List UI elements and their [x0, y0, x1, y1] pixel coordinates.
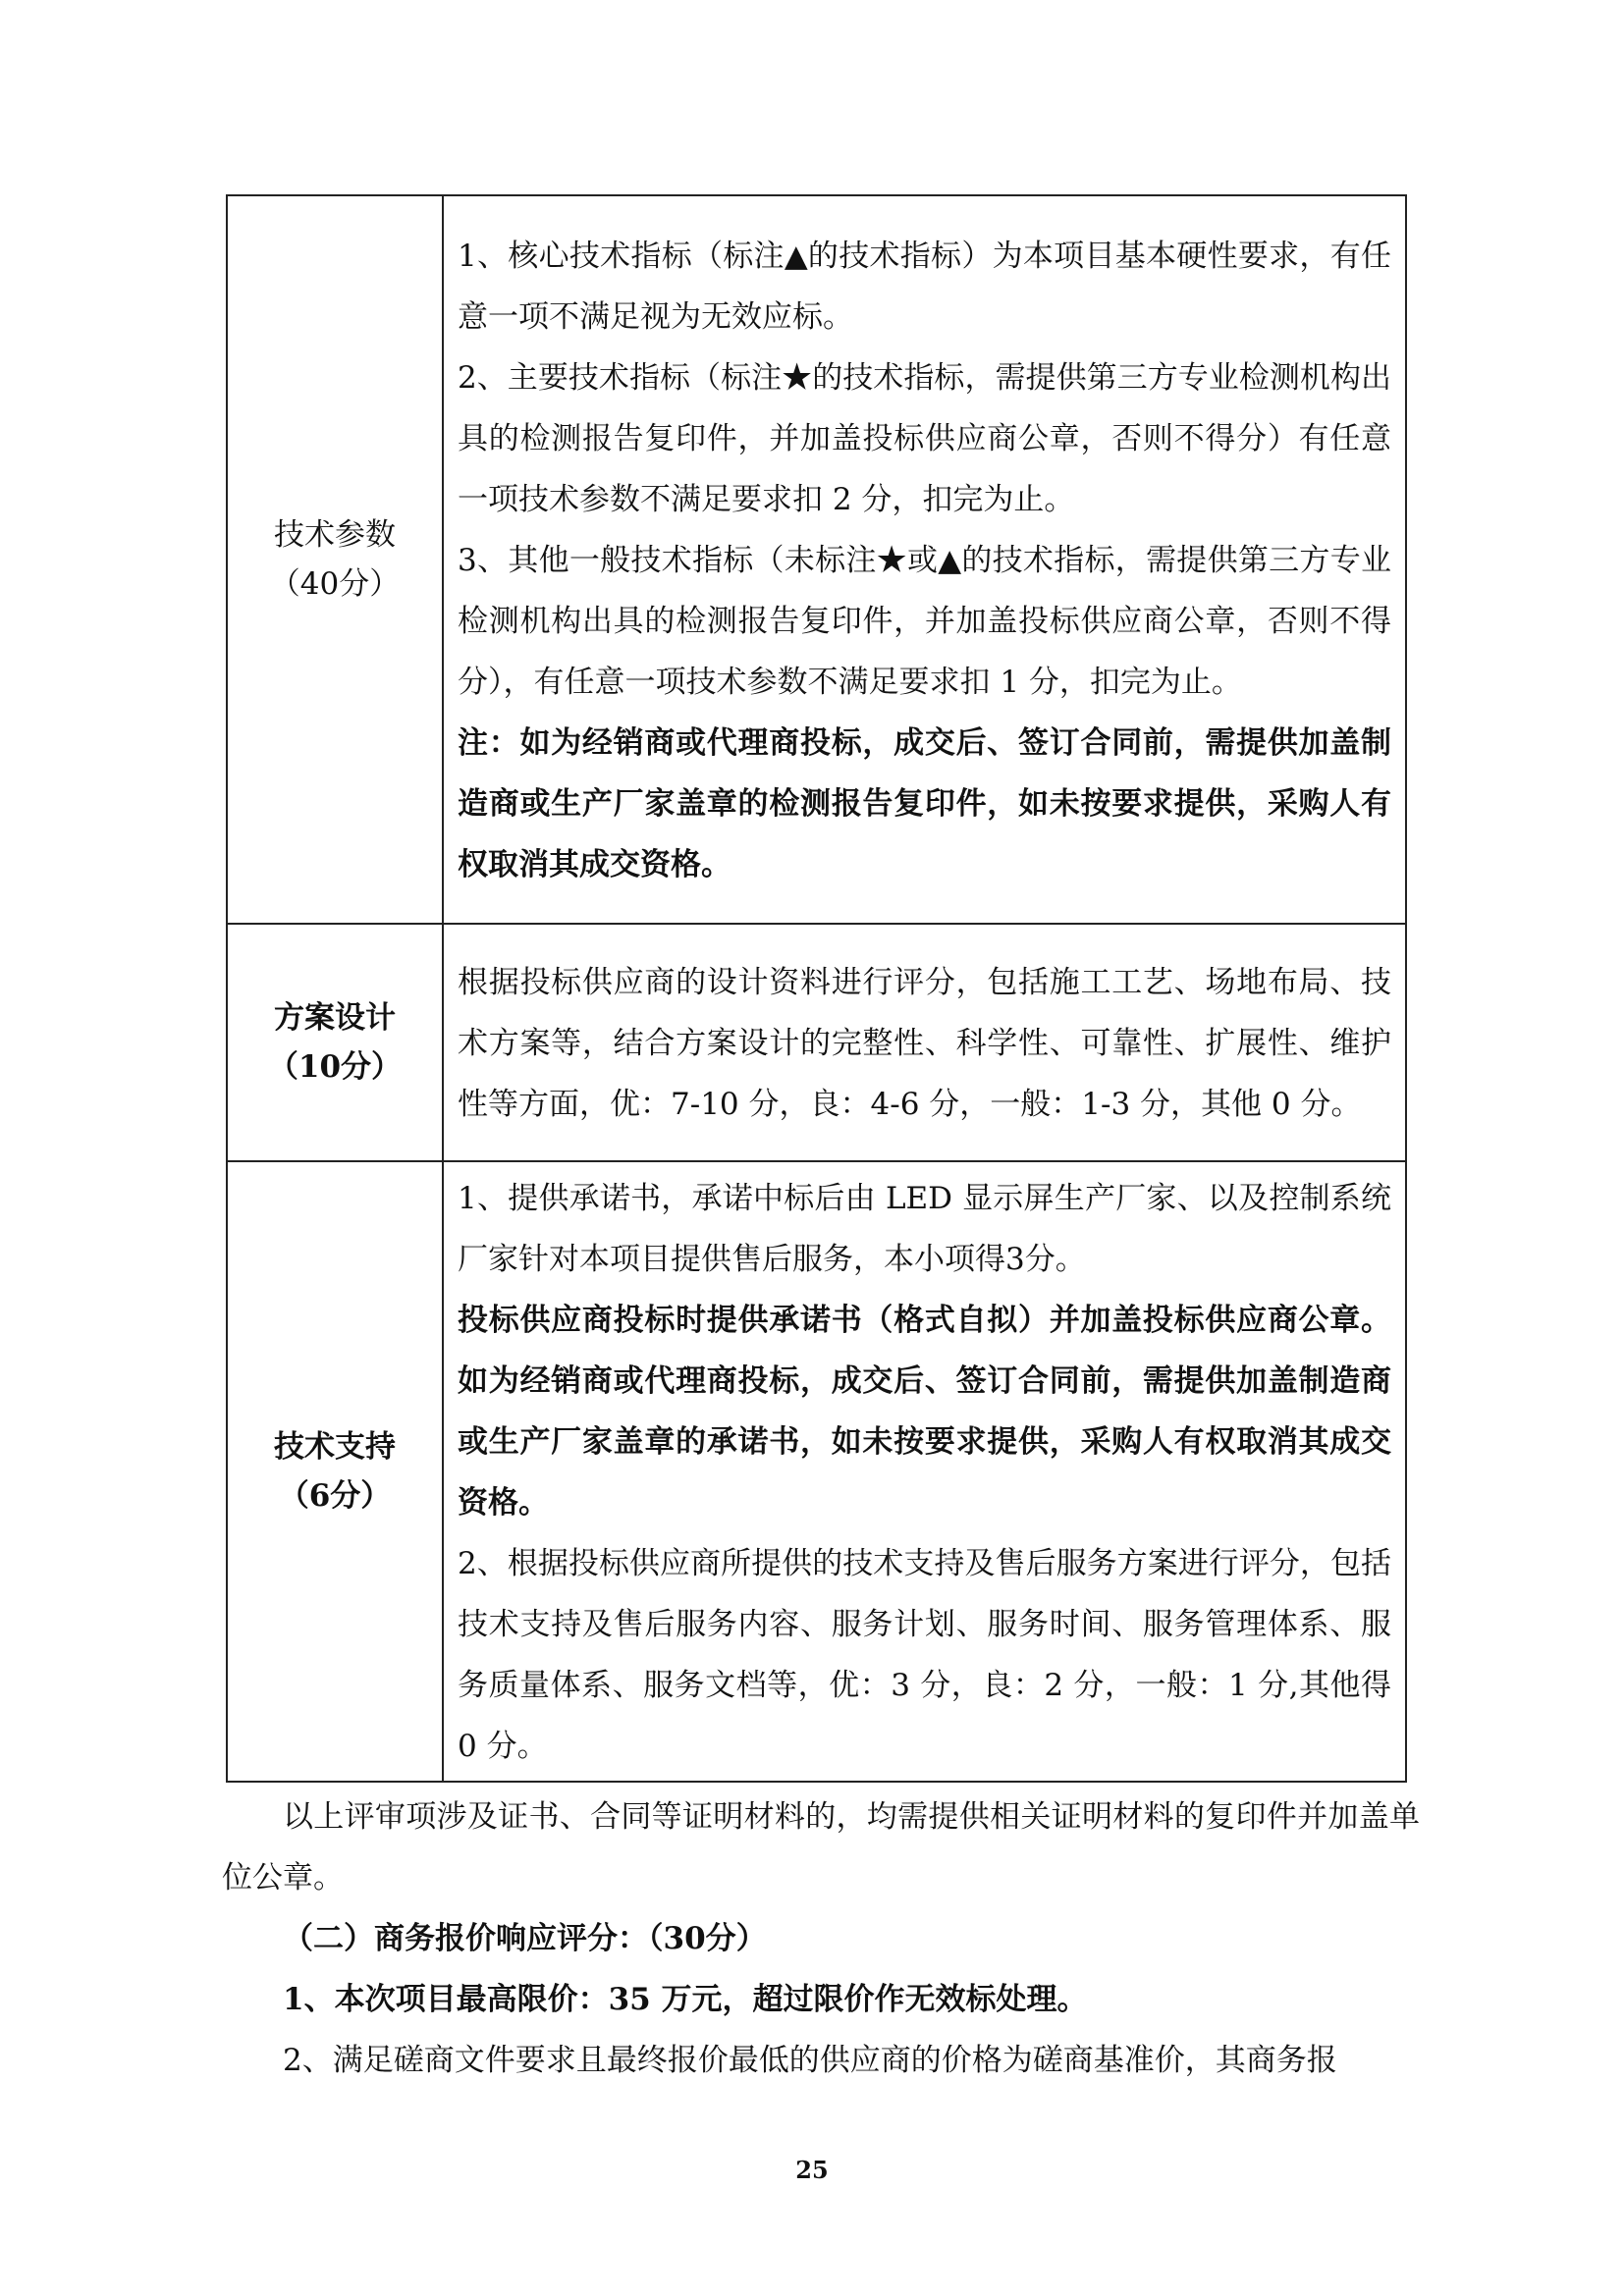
paragraph-item-1: 1、本次项目最高限价：35 万元，超过限价作无效标处理。 — [283, 1982, 1088, 2017]
row-paragraph: 1、提供承诺书，承诺中标后由 LED 显示屏生产厂家、以及控制系统厂家针对本项目提供售后服务，本小项得3分。 — [458, 1181, 1391, 1277]
row-label: 技术支持 — [274, 1429, 396, 1465]
scoring-table — [226, 194, 1407, 1783]
page-number: 25 — [795, 2156, 829, 2184]
row-paragraph: 1、核心技术指标（标注▲的技术指标）为本项目基本硬性要求，有任意一项不满足视为无效应标。 — [458, 239, 1391, 335]
row-paragraph: 2、主要技术指标（标注★的技术指标，需提供第三方专业检测机构出具的检测报告复印件，并加盖投标供应商公章，否则不得分）有任意一项技术参数不满足要求扣 2 分，扣完为止。 — [458, 360, 1391, 517]
table-row — [227, 1161, 1406, 1782]
row-label-cell — [227, 924, 443, 1161]
table-footnote: 以上评审项涉及证书、合同等证明材料的，均需提供相关证明材料的复印件并加盖单位公章。 — [222, 1799, 1420, 1896]
row-content-cell — [443, 1161, 1406, 1782]
row-paragraph: 2、根据投标供应商所提供的技术支持及售后服务方案进行评分，包括技术支持及售后服务内容、服务计划、服务时间、服务管理体系、服务质量体系、服务文档等，优：3 分，良：2 分，一般：1 分,其他得 0 分。 — [458, 1546, 1391, 1764]
row-note-bold: 注：如为经销商或代理商投标，成交后、签订合同前，需提供加盖制造商或生产厂家盖章的检测报告复印件，如未按要求提供，采购人有权取消其成交资格。 — [458, 725, 1391, 882]
row-label: 技术参数 — [274, 517, 396, 553]
table-row — [227, 195, 1406, 924]
row-paragraph: 3、其他一般技术指标（未标注★或▲的技术指标，需提供第三方专业检测机构出具的检测报告复印件，并加盖投标供应商公章，否则不得分），有任意一项技术参数不满足要求扣 1 分，扣完为止。 — [458, 543, 1391, 700]
row-score: （10分） — [267, 1049, 403, 1085]
row-score: （6分） — [278, 1478, 392, 1514]
table-row — [227, 924, 1406, 1161]
row-content-cell — [443, 195, 1406, 924]
row-label-cell — [227, 195, 443, 924]
row-note-bold: 投标供应商投标时提供承诺书（格式自拟）并加盖投标供应商公章。如为经销商或代理商投标，成交后、签订合同前，需提供加盖制造商或生产厂家盖章的承诺书，如未按要求提供，采购人有权取消其成交资格。 — [458, 1303, 1391, 1521]
row-score: （40分） — [269, 566, 401, 602]
row-label-cell — [227, 1161, 443, 1782]
after-table-block — [222, 1787, 1420, 2091]
row-label: 方案设计 — [274, 1000, 396, 1036]
section-heading: （二）商务报价响应评分：（30分） — [283, 1921, 767, 1956]
paragraph-item-2: 2、满足磋商文件要求且最终报价最低的供应商的价格为磋商基准价，其商务报 — [283, 2043, 1337, 2078]
row-content-cell — [443, 924, 1406, 1161]
row-paragraph: 根据投标供应商的设计资料进行评分，包括施工工艺、场地布局、技术方案等，结合方案设计的完整性、科学性、可靠性、扩展性、维护性等方面，优：7-10 分，良：4-6 分，一般：1-3 分，其他 0 分。 — [458, 965, 1391, 1122]
